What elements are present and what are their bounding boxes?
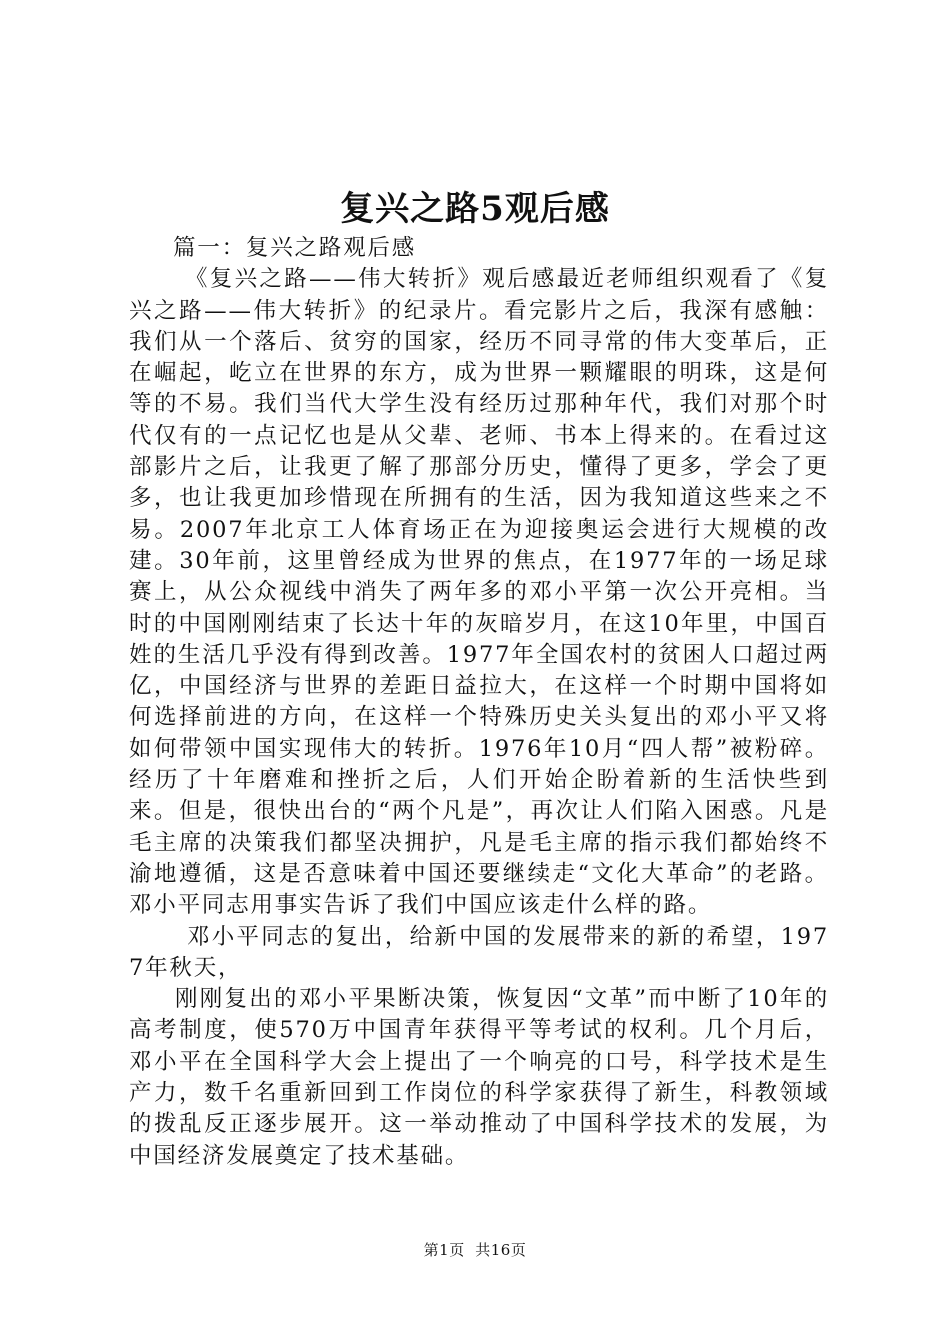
- paragraph-1: 《复兴之路——伟大转折》观后感最近老师组织观看了《复兴之路——伟大转折》的纪录片。看完影片之后，我深有感触：我们从一个落后、贫穷的国家，经历不同寻常的伟大变革后，正在崛起，屹立在世界的东方，成为世界一颗耀眼的明珠，这是何等的不易。我们当代大学生没有经历过那种年代，我们对那个时代仅有的一点记忆也是从父辈、老师、书本上得来的。在看过这部影片之后，让我更了解了那部分历史，懂得了更多，学会了更多，也让我更加珍惜现在所拥有的生活，因为我知道这些来之不易。2007年北京工人体育场正在为迎接奥运会进行大规模的改建。30年前，这里曾经成为世界的焦点，在1977年的一场足球赛上，从公众视线中消失了两年多的邓小平第一次公开亮相。当时的中国刚刚结束了长达十年的灰暗岁月，在这10年里，中国百姓的生活几乎没有得到改善。1977年全国农村的贫困人口超过两亿，中国经济与世界的差距日益拉大，在这样一个时期中国将如何选择前进的方向，在这样一个特殊历史关头复出的邓小平又将如何带领中国实现伟大的转折。1976年10月“四人帮”被粉碎。经历了十年磨难和挫折之后，人们开始企盼着新的生活快些到来。但是，很快出台的“两个凡是”，再次让人们陷入困惑。凡是毛主席的决策我们都坚决拥护，凡是毛主席的指示我们都始终不渝地遵循，这是否意味着中国还要继续走“文化大革命”的老路。邓小平同志用事实告诉了我们中国应该走什么样的路。: [129, 266, 829, 919]
- document-title: 复兴之路5观后感: [340, 189, 610, 229]
- page-footer: [0, 1239, 950, 1261]
- page-number: 第1页: [423, 1241, 465, 1259]
- paragraph-2: 邓小平同志的复出，给新中国的发展带来的新的希望，1977年秋天，: [129, 923, 829, 981]
- document-body: [129, 233, 829, 1172]
- page-total: 共16页: [475, 1241, 527, 1259]
- paragraph-3: 刚刚复出的邓小平果断决策，恢复因“文革”而中断了10年的高考制度，使570万中国青年获得平等考试的权利。几个月后，邓小平在全国科学大会上提出了一个响亮的口号，科学技术是生产力，数千名重新回到工作岗位的科学家获得了新生，科教领域的拨乱反正逐步展开。这一举动推动了中国科学技术的发展，为中国经济发展奠定了技术基础。: [129, 986, 829, 1169]
- footer-separator: [465, 1241, 476, 1259]
- section-heading: 篇一：复兴之路观后感: [173, 235, 417, 261]
